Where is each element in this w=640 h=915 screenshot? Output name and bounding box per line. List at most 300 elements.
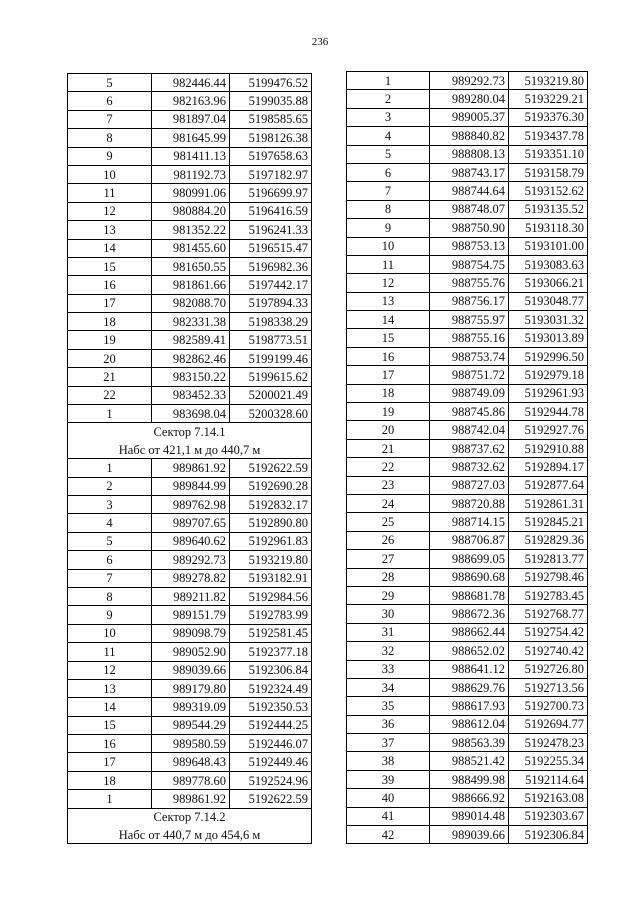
point-number-cell: 22	[68, 386, 152, 404]
table-row	[68, 551, 312, 569]
y-coordinate-cell: 5192961.93	[509, 384, 588, 402]
point-number-cell: 6	[68, 92, 152, 110]
y-coordinate-cell: 5200328.60	[230, 405, 312, 423]
x-coordinate-cell: 989580.59	[152, 735, 230, 753]
y-coordinate-cell: 5192927.76	[509, 421, 588, 439]
table-row	[347, 237, 588, 255]
y-coordinate-cell: 5192726.80	[509, 660, 588, 678]
point-number-cell: 17	[68, 294, 152, 312]
table-row	[347, 494, 588, 512]
y-coordinate-cell: 5192324.49	[230, 679, 312, 697]
y-coordinate-cell: 5197894.33	[230, 294, 312, 312]
table-row	[347, 274, 588, 292]
x-coordinate-cell: 988672.36	[430, 605, 509, 623]
y-coordinate-cell: 5192444.25	[230, 716, 312, 734]
point-number-cell: 8	[347, 200, 430, 218]
table-row	[68, 313, 312, 331]
x-coordinate-cell: 988755.76	[430, 274, 509, 292]
y-coordinate-cell: 5192832.17	[230, 495, 312, 513]
coordinates-table-left	[67, 73, 312, 844]
x-coordinate-cell: 989861.92	[152, 459, 230, 477]
y-coordinate-cell: 5193437.78	[509, 127, 588, 145]
point-number-cell: 25	[347, 513, 430, 531]
table-row	[68, 771, 312, 789]
y-coordinate-cell: 5198585.65	[230, 110, 312, 128]
y-coordinate-cell: 5192255.34	[509, 752, 588, 770]
table-row	[68, 386, 312, 404]
point-number-cell: 12	[68, 202, 152, 220]
table-row	[68, 679, 312, 697]
table-row	[347, 329, 588, 347]
table-row	[347, 605, 588, 623]
table-row	[347, 770, 588, 788]
table-row	[68, 184, 312, 202]
point-number-cell: 34	[347, 678, 430, 696]
y-coordinate-cell: 5192478.23	[509, 734, 588, 752]
x-coordinate-cell: 988521.42	[430, 752, 509, 770]
y-coordinate-cell: 5192622.59	[230, 790, 312, 808]
x-coordinate-cell: 988840.82	[430, 127, 509, 145]
point-number-cell: 17	[347, 366, 430, 384]
y-coordinate-cell: 5193219.80	[509, 72, 588, 90]
x-coordinate-cell: 988748.07	[430, 200, 509, 218]
table-row	[347, 292, 588, 310]
x-coordinate-cell: 988563.39	[430, 734, 509, 752]
x-coordinate-cell: 983452.33	[152, 386, 230, 404]
point-number-cell: 16	[68, 735, 152, 753]
x-coordinate-cell: 988745.86	[430, 403, 509, 421]
y-coordinate-cell: 5197182.97	[230, 165, 312, 183]
point-number-cell: 39	[347, 770, 430, 788]
x-coordinate-cell: 982862.46	[152, 349, 230, 367]
x-coordinate-cell: 980884.20	[152, 202, 230, 220]
y-coordinate-cell: 5192890.80	[230, 514, 312, 532]
y-coordinate-cell: 5196982.36	[230, 257, 312, 275]
x-coordinate-cell: 981192.73	[152, 165, 230, 183]
x-coordinate-cell: 981352.22	[152, 221, 230, 239]
table-row	[347, 531, 588, 549]
point-number-cell: 37	[347, 734, 430, 752]
point-number-cell: 7	[68, 569, 152, 587]
x-coordinate-cell: 981897.04	[152, 110, 230, 128]
y-coordinate-cell: 5193152.62	[509, 182, 588, 200]
y-coordinate-cell: 5198773.51	[230, 331, 312, 349]
point-number-cell: 6	[68, 551, 152, 569]
y-coordinate-cell: 5192350.53	[230, 698, 312, 716]
point-number-cell: 15	[68, 257, 152, 275]
point-number-cell: 5	[68, 74, 152, 92]
table-row	[347, 439, 588, 457]
table-row	[68, 147, 312, 165]
table-row	[68, 92, 312, 110]
y-coordinate-cell: 5192798.46	[509, 568, 588, 586]
y-coordinate-cell: 5192622.59	[230, 459, 312, 477]
y-coordinate-cell: 5192306.84	[509, 826, 588, 844]
x-coordinate-cell: 989179.80	[152, 679, 230, 697]
table-row	[68, 276, 312, 294]
point-number-cell: 10	[347, 237, 430, 255]
point-number-cell: 2	[347, 90, 430, 108]
point-number-cell: 15	[347, 329, 430, 347]
point-number-cell: 22	[347, 458, 430, 476]
table-row	[68, 74, 312, 92]
y-coordinate-cell: 5196416.59	[230, 202, 312, 220]
x-coordinate-cell: 988749.09	[430, 384, 509, 402]
point-number-cell: 41	[347, 807, 430, 825]
table-row	[68, 661, 312, 679]
table-row	[347, 366, 588, 384]
y-coordinate-cell: 5192306.84	[230, 661, 312, 679]
point-number-cell: 12	[68, 661, 152, 679]
x-coordinate-cell: 989005.37	[430, 108, 509, 126]
x-coordinate-cell: 988690.68	[430, 568, 509, 586]
point-number-cell: 24	[347, 494, 430, 512]
point-number-cell: 42	[347, 826, 430, 844]
table-row	[68, 405, 312, 423]
y-coordinate-cell: 5193048.77	[509, 292, 588, 310]
point-number-cell: 13	[68, 679, 152, 697]
x-coordinate-cell: 988755.97	[430, 311, 509, 329]
y-coordinate-cell: 5193118.30	[509, 219, 588, 237]
x-coordinate-cell: 981861.66	[152, 276, 230, 294]
point-number-cell: 12	[347, 274, 430, 292]
point-number-cell: 16	[347, 347, 430, 365]
x-coordinate-cell: 988720.88	[430, 494, 509, 512]
table-row	[347, 826, 588, 844]
y-coordinate-cell: 5192163.08	[509, 789, 588, 807]
y-coordinate-cell: 5197442.17	[230, 276, 312, 294]
point-number-cell: 4	[68, 514, 152, 532]
x-coordinate-cell: 988706.87	[430, 531, 509, 549]
point-number-cell: 10	[68, 624, 152, 642]
x-coordinate-cell: 981650.55	[152, 257, 230, 275]
table-row	[347, 127, 588, 145]
x-coordinate-cell: 988714.15	[430, 513, 509, 531]
table-row	[68, 643, 312, 661]
x-coordinate-cell: 989707.65	[152, 514, 230, 532]
table-row	[347, 678, 588, 696]
y-coordinate-cell: 5192114.64	[509, 770, 588, 788]
x-coordinate-cell: 982331.38	[152, 313, 230, 331]
table-row	[68, 349, 312, 367]
point-number-cell: 7	[347, 182, 430, 200]
section-subtitle-row	[68, 441, 312, 459]
x-coordinate-cell: 989014.48	[430, 807, 509, 825]
table-row	[68, 587, 312, 605]
table-row	[68, 514, 312, 532]
y-coordinate-cell: 5199035.88	[230, 92, 312, 110]
y-coordinate-cell: 5192961.83	[230, 532, 312, 550]
y-coordinate-cell: 5192449.46	[230, 753, 312, 771]
table-row	[347, 458, 588, 476]
table-row	[347, 660, 588, 678]
x-coordinate-cell: 988681.78	[430, 586, 509, 604]
x-coordinate-cell: 988742.04	[430, 421, 509, 439]
point-number-cell: 3	[68, 495, 152, 513]
y-coordinate-cell: 5192984.56	[230, 587, 312, 605]
x-coordinate-cell: 988754.75	[430, 255, 509, 273]
x-coordinate-cell: 988755.16	[430, 329, 509, 347]
table-row	[347, 347, 588, 365]
x-coordinate-cell: 988743.17	[430, 163, 509, 181]
point-number-cell: 18	[68, 771, 152, 789]
table-row	[68, 532, 312, 550]
point-number-cell: 9	[68, 147, 152, 165]
table-row	[347, 72, 588, 90]
table-row	[347, 108, 588, 126]
x-coordinate-cell: 988641.12	[430, 660, 509, 678]
y-coordinate-cell: 5199476.52	[230, 74, 312, 92]
x-coordinate-cell: 989292.73	[152, 551, 230, 569]
table-row	[68, 624, 312, 642]
y-coordinate-cell: 5193351.10	[509, 145, 588, 163]
point-number-cell: 20	[68, 349, 152, 367]
table-row	[68, 294, 312, 312]
point-number-cell: 5	[68, 532, 152, 550]
y-coordinate-cell: 5192910.88	[509, 439, 588, 457]
table-row	[68, 606, 312, 624]
point-number-cell: 17	[68, 753, 152, 771]
x-coordinate-cell: 989778.60	[152, 771, 230, 789]
y-coordinate-cell: 5192700.73	[509, 697, 588, 715]
y-coordinate-cell: 5193101.00	[509, 237, 588, 255]
point-number-cell: 21	[68, 368, 152, 386]
section-title: Сектор 7.14.1	[68, 423, 312, 441]
table-row	[347, 421, 588, 439]
table-row	[347, 163, 588, 181]
table-row	[68, 495, 312, 513]
x-coordinate-cell: 989039.66	[152, 661, 230, 679]
y-coordinate-cell: 5192713.56	[509, 678, 588, 696]
point-number-cell: 4	[347, 127, 430, 145]
table-row	[347, 182, 588, 200]
y-coordinate-cell: 5199199.46	[230, 349, 312, 367]
y-coordinate-cell: 5192861.31	[509, 494, 588, 512]
table-row	[347, 586, 588, 604]
y-coordinate-cell: 5192446.07	[230, 735, 312, 753]
point-number-cell: 19	[68, 331, 152, 349]
section-subtitle-row	[68, 826, 312, 844]
x-coordinate-cell: 989762.98	[152, 495, 230, 513]
y-coordinate-cell: 5197658.63	[230, 147, 312, 165]
y-coordinate-cell: 5193066.21	[509, 274, 588, 292]
x-coordinate-cell: 988499.98	[430, 770, 509, 788]
x-coordinate-cell: 988808.13	[430, 145, 509, 163]
point-number-cell: 11	[68, 184, 152, 202]
x-coordinate-cell: 988750.90	[430, 219, 509, 237]
table-row	[347, 403, 588, 421]
table-row	[347, 697, 588, 715]
table-row	[347, 513, 588, 531]
table-row	[68, 110, 312, 128]
table-row	[347, 642, 588, 660]
x-coordinate-cell: 988662.44	[430, 623, 509, 641]
table-row	[347, 90, 588, 108]
y-coordinate-cell: 5192690.28	[230, 477, 312, 495]
section-subtitle: Набс от 421,1 м до 440,7 м	[68, 441, 312, 459]
x-coordinate-cell: 989052.90	[152, 643, 230, 661]
x-coordinate-cell: 989319.09	[152, 698, 230, 716]
y-coordinate-cell: 5196515.47	[230, 239, 312, 257]
point-number-cell: 5	[347, 145, 430, 163]
x-coordinate-cell: 988756.17	[430, 292, 509, 310]
y-coordinate-cell: 5192768.77	[509, 605, 588, 623]
point-number-cell: 9	[68, 606, 152, 624]
table-row	[347, 623, 588, 641]
x-coordinate-cell: 981645.99	[152, 129, 230, 147]
y-coordinate-cell: 5196241.33	[230, 221, 312, 239]
y-coordinate-cell: 5193219.80	[230, 551, 312, 569]
point-number-cell: 36	[347, 715, 430, 733]
point-number-cell: 14	[68, 698, 152, 716]
point-number-cell: 11	[68, 643, 152, 661]
y-coordinate-cell: 5192829.36	[509, 531, 588, 549]
page-number: 236	[311, 36, 329, 48]
point-number-cell: 1	[347, 72, 430, 90]
y-coordinate-cell: 5193229.21	[509, 90, 588, 108]
y-coordinate-cell: 5192979.18	[509, 366, 588, 384]
point-number-cell: 9	[347, 219, 430, 237]
x-coordinate-cell: 982589.41	[152, 331, 230, 349]
table-row	[347, 219, 588, 237]
x-coordinate-cell: 988652.02	[430, 642, 509, 660]
y-coordinate-cell: 5198338.29	[230, 313, 312, 331]
table-row	[68, 477, 312, 495]
table-row	[68, 716, 312, 734]
x-coordinate-cell: 989292.73	[430, 72, 509, 90]
x-coordinate-cell: 981411.13	[152, 147, 230, 165]
x-coordinate-cell: 989280.04	[430, 90, 509, 108]
x-coordinate-cell: 988753.74	[430, 347, 509, 365]
point-number-cell: 29	[347, 586, 430, 604]
x-coordinate-cell: 989844.99	[152, 477, 230, 495]
point-number-cell: 26	[347, 531, 430, 549]
point-number-cell: 10	[68, 165, 152, 183]
table-row	[347, 200, 588, 218]
table-row	[68, 331, 312, 349]
table-row	[68, 239, 312, 257]
y-coordinate-cell: 5192783.45	[509, 586, 588, 604]
x-coordinate-cell: 981455.60	[152, 239, 230, 257]
x-coordinate-cell: 989039.66	[430, 826, 509, 844]
point-number-cell: 14	[68, 239, 152, 257]
x-coordinate-cell: 982163.96	[152, 92, 230, 110]
x-coordinate-cell: 988699.05	[430, 550, 509, 568]
x-coordinate-cell: 989648.43	[152, 753, 230, 771]
point-number-cell: 14	[347, 311, 430, 329]
x-coordinate-cell: 988666.92	[430, 789, 509, 807]
y-coordinate-cell: 5192845.21	[509, 513, 588, 531]
x-coordinate-cell: 980991.06	[152, 184, 230, 202]
table-row	[68, 368, 312, 386]
x-coordinate-cell: 989544.29	[152, 716, 230, 734]
section-header-row	[68, 808, 312, 826]
point-number-cell: 31	[347, 623, 430, 641]
point-number-cell: 33	[347, 660, 430, 678]
table-row	[68, 221, 312, 239]
point-number-cell: 21	[347, 439, 430, 457]
point-number-cell: 20	[347, 421, 430, 439]
point-number-cell: 1	[68, 459, 152, 477]
table-row	[347, 715, 588, 733]
y-coordinate-cell: 5192740.42	[509, 642, 588, 660]
x-coordinate-cell: 988751.72	[430, 366, 509, 384]
section-title: Сектор 7.14.2	[68, 808, 312, 826]
point-number-cell: 35	[347, 697, 430, 715]
table-row	[347, 384, 588, 402]
table-row	[68, 202, 312, 220]
point-number-cell: 3	[347, 108, 430, 126]
y-coordinate-cell: 5193158.79	[509, 163, 588, 181]
x-coordinate-cell: 983698.04	[152, 405, 230, 423]
x-coordinate-cell: 989211.82	[152, 587, 230, 605]
y-coordinate-cell: 5193083.63	[509, 255, 588, 273]
x-coordinate-cell: 988737.62	[430, 439, 509, 457]
table-row	[68, 569, 312, 587]
point-number-cell: 13	[347, 292, 430, 310]
y-coordinate-cell: 5192377.18	[230, 643, 312, 661]
x-coordinate-cell: 989278.82	[152, 569, 230, 587]
table-row	[347, 734, 588, 752]
point-number-cell: 6	[347, 163, 430, 181]
y-coordinate-cell: 5198126.38	[230, 129, 312, 147]
x-coordinate-cell: 989640.62	[152, 532, 230, 550]
table-row	[68, 698, 312, 716]
y-coordinate-cell: 5192524.96	[230, 771, 312, 789]
y-coordinate-cell: 5192581.45	[230, 624, 312, 642]
point-number-cell: 19	[347, 403, 430, 421]
table-row	[68, 753, 312, 771]
table-row	[347, 752, 588, 770]
table-row	[347, 145, 588, 163]
point-number-cell: 7	[68, 110, 152, 128]
point-number-cell: 40	[347, 789, 430, 807]
point-number-cell: 13	[68, 221, 152, 239]
x-coordinate-cell: 988629.76	[430, 678, 509, 696]
y-coordinate-cell: 5192783.99	[230, 606, 312, 624]
point-number-cell: 2	[68, 477, 152, 495]
point-number-cell: 1	[68, 405, 152, 423]
x-coordinate-cell: 989861.92	[152, 790, 230, 808]
point-number-cell: 8	[68, 587, 152, 605]
point-number-cell: 18	[68, 313, 152, 331]
point-number-cell: 1	[68, 790, 152, 808]
y-coordinate-cell: 5192754.42	[509, 623, 588, 641]
table-row	[68, 165, 312, 183]
y-coordinate-cell: 5199615.62	[230, 368, 312, 386]
point-number-cell: 27	[347, 550, 430, 568]
table-row	[347, 568, 588, 586]
x-coordinate-cell: 988727.03	[430, 476, 509, 494]
table-row	[68, 735, 312, 753]
x-coordinate-cell: 982446.44	[152, 74, 230, 92]
point-number-cell: 11	[347, 255, 430, 273]
y-coordinate-cell: 5192877.64	[509, 476, 588, 494]
point-number-cell: 30	[347, 605, 430, 623]
table-row	[347, 789, 588, 807]
table-row	[68, 790, 312, 808]
table-row	[347, 476, 588, 494]
table-row	[347, 807, 588, 825]
coordinates-table-right	[346, 71, 588, 844]
y-coordinate-cell: 5196699.97	[230, 184, 312, 202]
section-header-row	[68, 423, 312, 441]
point-number-cell: 18	[347, 384, 430, 402]
y-coordinate-cell: 5192813.77	[509, 550, 588, 568]
section-subtitle: Набс от 440,7 м до 454,6 м	[68, 826, 312, 844]
x-coordinate-cell: 988732.62	[430, 458, 509, 476]
table-row	[347, 550, 588, 568]
